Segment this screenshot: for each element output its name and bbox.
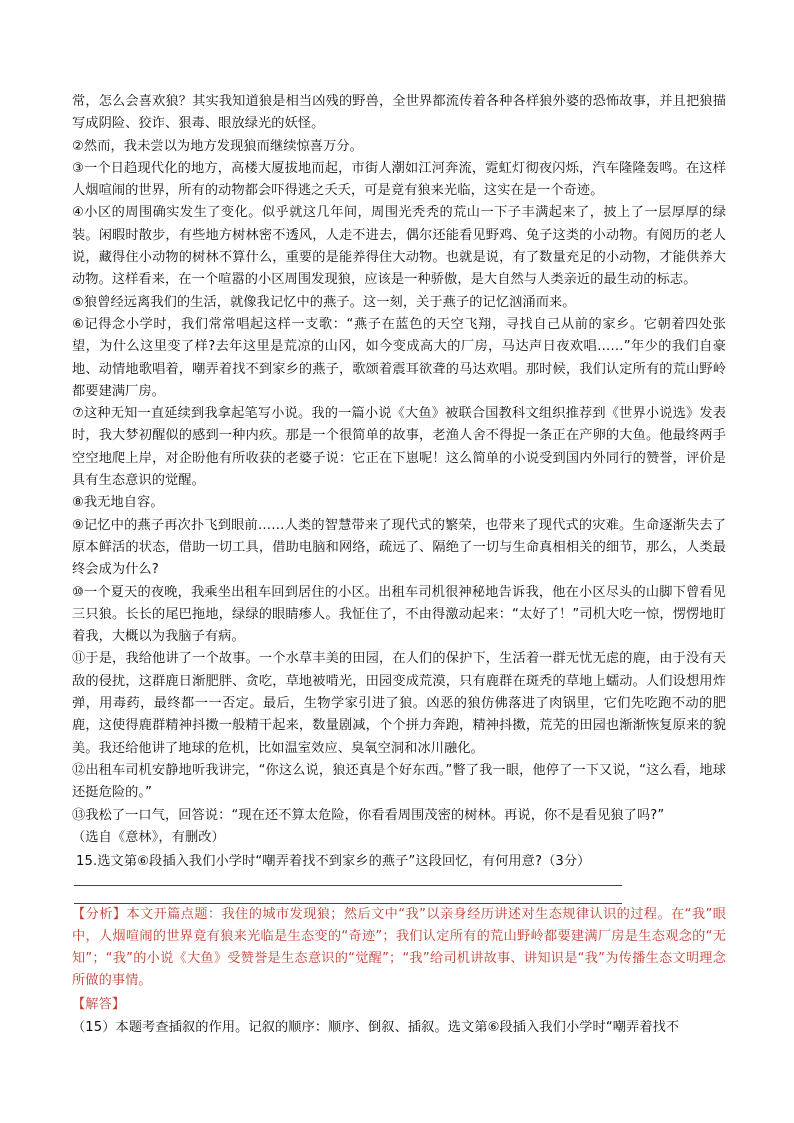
- paragraph-10: ⑩一个夏天的夜晚，我乘坐出租车回到居住的小区。出租车司机很神秘地告诉我，他在小区尽头的山脚下曾看见三只狼。长长的尾巴拖地，绿绿的眼睛瘆人。我怔住了，不由得激动起来：“太好了！”司机大吃一惊，愣愣地盯着我，大概以为我脑子有病。: [72, 584, 726, 645]
- source-note: （选自《意林》，有删改）: [72, 829, 225, 845]
- question-15: 15.选文第⑥段插入我们小学时“嘲弄着找不到家乡的燕子”这段回忆，有何用意?（3分）: [76, 854, 591, 870]
- paragraph-5: ⑤狼曾经远离我们的生活，就像我记忆中的燕子。这一刻，关于燕子的记忆汹涌而来。: [72, 294, 576, 310]
- analysis-block: [72, 904, 726, 992]
- paragraph-8: ⑧我无地自容。: [72, 495, 164, 511]
- paragraph-1: 常，怎么会喜欢狼？其实我知道狼是相当凶残的野兽，全世界都流传着各种各样狼外婆的恐怖故事，并且把狼描写成阴险、狡诈、狠毒、眼放绿光的妖怪。: [72, 94, 726, 132]
- answer-line-1[interactable]: [74, 885, 622, 886]
- paragraph-3: ③一个日趋现代化的地方，高楼大厦拔地而起，市街人潮如江河奔流，霓虹灯彻夜闪烁，汽车隆隆轰鸣。在这样人烟喧闹的世界，所有的动物都会吓得逃之夭夭，可是竟有狼来光临，这实在是一个奇迹。: [72, 160, 726, 199]
- document-body: [72, 91, 726, 1039]
- paragraph-13: ⑬我松了一口气，回答说：“现在还不算太危险，你看看周围茂密的树林。再说，你不是看见狼了吗?”: [72, 807, 665, 823]
- paragraph-2: ②然而，我未尝以为地方发现狼而继续惊喜万分。: [72, 138, 363, 154]
- solution-text: （15）本题考查插叙的作用。记叙的顺序：顺序、倒叙、插叙。选文第⑥段插入我们小学时“嘲弄着找不: [72, 1019, 680, 1035]
- paragraph-7: ⑦这种无知一直延续到我拿起笔写小说。我的一篇小说《大鱼》被联合国教科文组织推荐到《世界小说选》发表时，我大梦初醒似的感到一种内疚。那是一个很简单的故事，老渔人舍不得捉一条正在产卵的大鱼。他最终两手空空地爬上岸，对企盼他有所收获的老婆子说：它正在下崽呢！这么简单的小说受到国内外同行的赞誉，评价是具有生态意识的觉醒。: [72, 406, 726, 489]
- analysis-text: 本文开篇点题：我住的城市发现狼；然后文中“我”以亲身经历讲述对生态规律认识的过程。在“我”眼中，人烟喧闹的世界竟有狼来光临是生态变的“奇迹”；我们认定所有的荒山野岭都要建满厂房是生态观念的“无知”；“我”的小说《大鱼》受赞誉是生态意识的“觉醒”；“我”给司机讲故事、讲知识是“我”为传播生态文明理念所做的事情。: [72, 907, 726, 989]
- paragraph-12: ⑫出租车司机安静地听我讲完，“你这么说，狼还真是个好东西。”瞥了我一眼，他停了一下又说，“这么看，地球还挺危险的。”: [72, 762, 726, 801]
- paragraph-6: ⑥记得念小学时，我们常常唱起这样一支歌：“燕子在蓝色的天空飞翔，寻找自己从前的家乡。它朝着四处张望，为什么这里变了样?去年这里是荒凉的山冈，如今变成高大的厂房，马达声日夜欢唱……”年少的我们自豪地、动情地歌唱着，嘲弄着找不到家乡的燕子，歌颂着震耳欲聋的马达欢唱。那时候，我们认定所有的荒山野岭都要建满厂房。: [72, 316, 726, 399]
- paragraph-4: ④小区的周围确实发生了变化。似乎就这几年间，周围光秃秃的荒山一下子丰满起来了，披上了一层厚厚的绿装。闲暇时散步，有些地方树林密不透风，人走不进去，偶尔还能看见野鸡、兔子这类的小动物。有阅历的老人说，藏得住小动物的树林不算什么，重要的是能养得住大动物。也就是说，有了数量充足的小动物，才能供养大动物。这样看来，在一个喧嚣的小区周围发现狼，应该是一种骄傲，是大自然与人类亲近的最生动的标志。: [72, 205, 726, 288]
- paragraph-9: ⑨记忆中的燕子再次扑飞到眼前……人类的智慧带来了现代式的繁荣，也带来了现代式的灾难。生命逐渐失去了原本鲜活的状态，借助一切工具，借助电脑和网络，疏远了、隔绝了一切与生命真相相关的细节，那么，人类最终会成为什么?: [72, 517, 726, 578]
- paragraph-11: ⑪于是，我给他讲了一个故事。一个水草丰美的田园，在人们的保护下，生活着一群无忧无虑的鹿，由于没有天敌的侵扰，这群鹿日渐肥胖、贪吃，草地被啃光，田园变成荒漠，只有鹿群在斑秃的草地上蠕动。人们设想用炸弹，用毒药，最终都一一否定。最后，生物学家引进了狼。凶恶的狼仿佛落进了肉锅里，它们先吃跑不动的肥鹿，这使得鹿群精神抖擞一般精干起来，数量剧减，个个拼力奔跑，精神抖擞，荒芜的田园也渐渐恢复原来的貌美。我还给他讲了地球的危机，比如温室效应、臭氧空洞和冰川融化。: [72, 651, 726, 756]
- analysis-tag: 【分析】: [72, 907, 127, 923]
- solution-heading: 【解答】: [72, 997, 126, 1013]
